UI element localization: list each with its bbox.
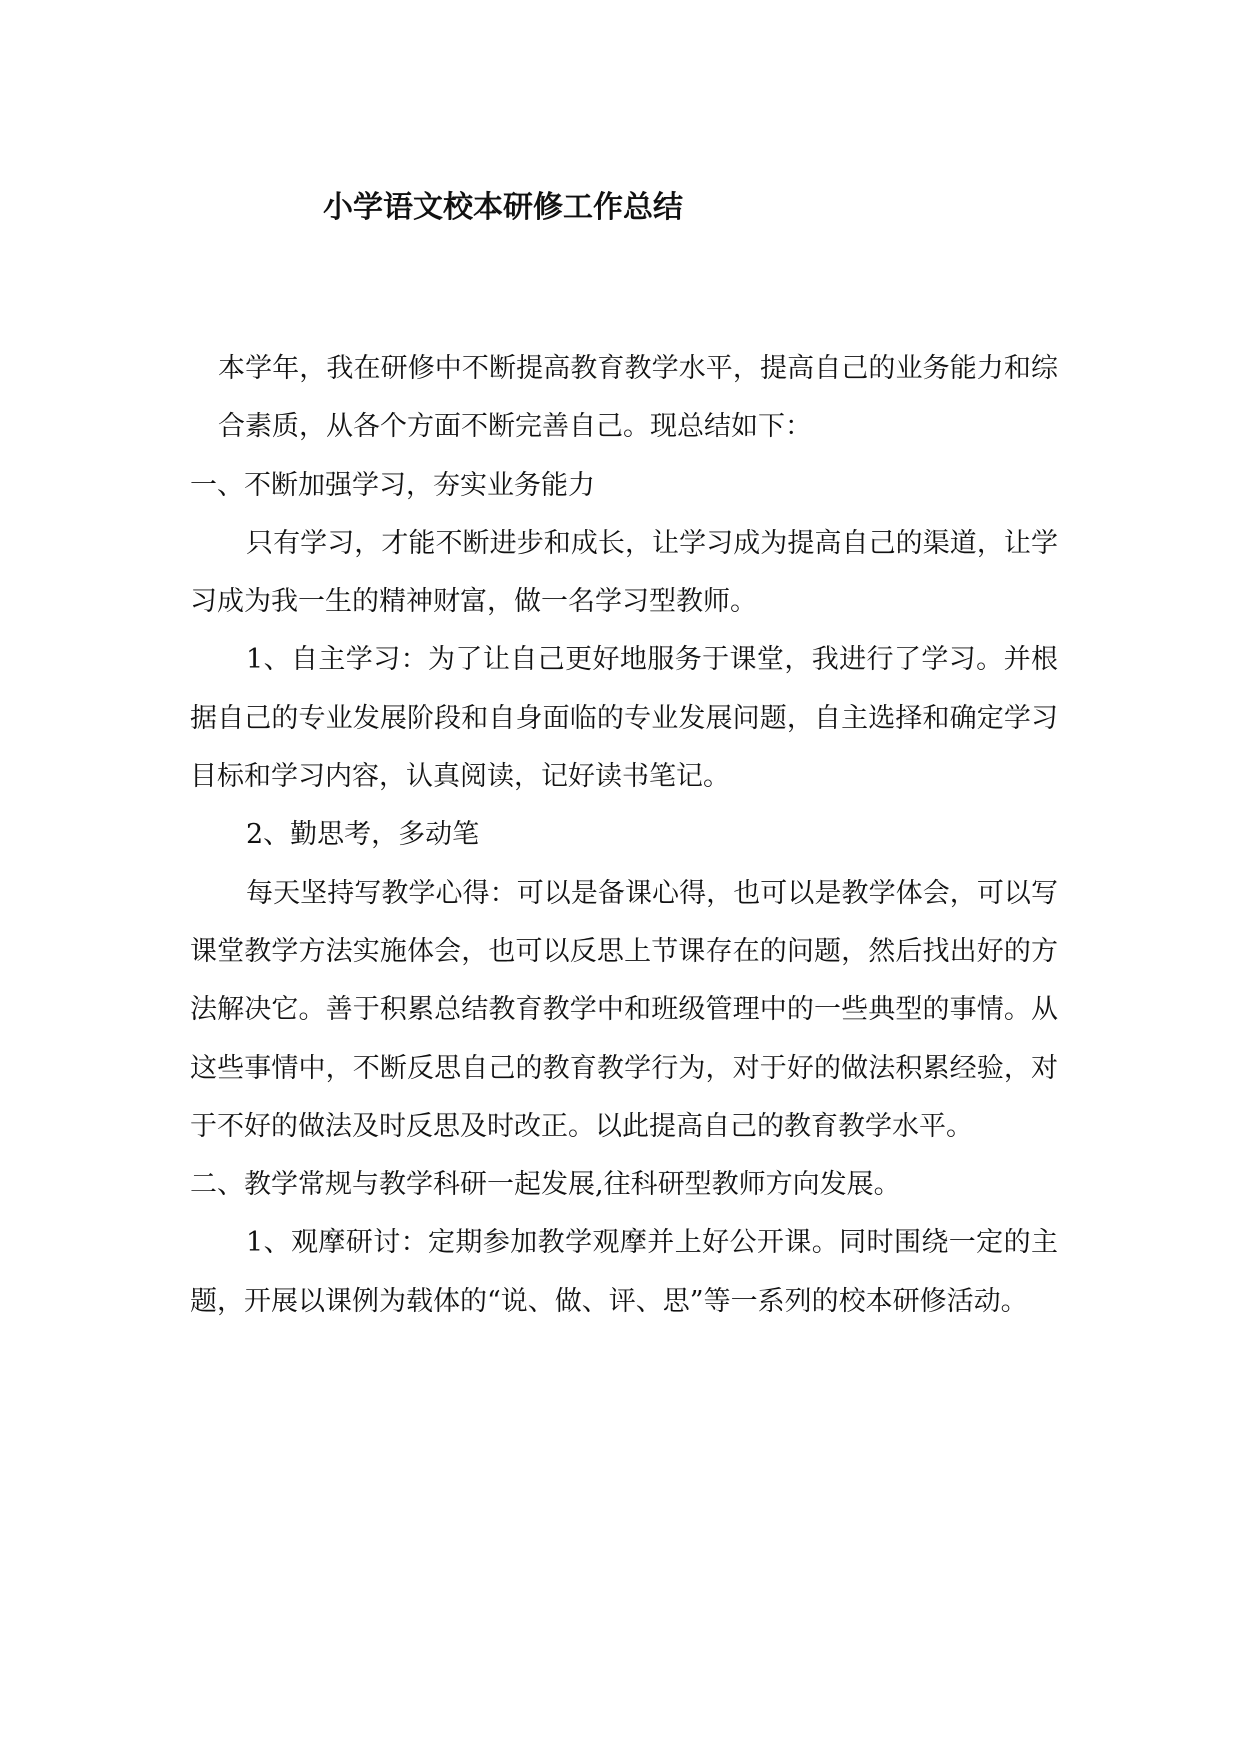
document-body [190,340,1058,1331]
intro-paragraph: 本学年，我在研修中不断提高教育教学水平，提高自己的业务能力和综合素质，从各个方面不断完善自己。现总结如下： [218,353,1058,443]
paragraph: 只有学习，才能不断进步和成长，让学习成为提高自己的渠道，让学习成为我一生的精神财富，做一名学习型教师。 [190,527,1058,618]
paragraph: 1、观摩研讨：定期参加教学观摩并上好公开课。同时围绕一定的主题，开展以课例为载体的“说、做、评、思”等一系列的校本研修活动。 [190,1227,1058,1317]
section-heading-2: 二、教学常规与教学科研一起发展,往科研型教师方向发展。 [190,1169,901,1201]
paragraph: 每天坚持写教学心得：可以是备课心得，也可以是教学体会，可以写课堂教学方法实施体会，也可以反思上节课存在的问题，然后找出好的方法解决它。善于积累总结教育教学中和班级管理中的一些典型的事情。从这些事情中，不断反思自己的教育教学行为，对于好的做法积累经验，对于不好的做法及时反思及时改正。以此提高自己的教育教学水平。 [190,877,1058,1142]
paragraph: 1、自主学习：为了让自己更好地服务于课堂，我进行了学习。并根据自己的专业发展阶段和自身面临的专业发展问题，自主选择和确定学习目标和学习内容，认真阅读，记好读书笔记。 [190,644,1058,793]
document-title: 小学语文校本研修工作总结 [323,190,683,225]
subheading: 2、勤思考，多动笔 [246,819,480,851]
section-heading-1: 一、不断加强学习，夯实业务能力 [190,469,595,501]
